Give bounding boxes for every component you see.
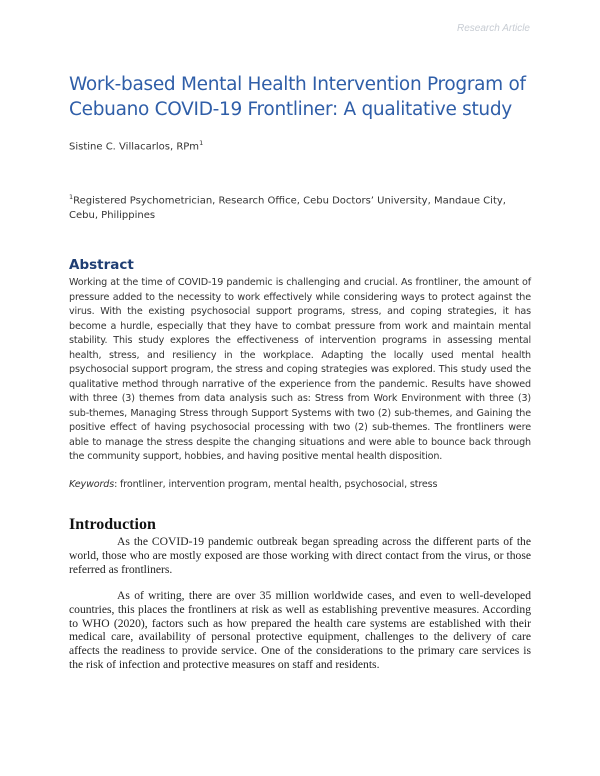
- keywords-line: [69, 479, 531, 490]
- introduction-paragraph-2: As of writing, there are over 35 million worldwide cases, and even to well-developed countries, this places the frontliners at risk as well as establishing preventive measures. According to WHO (2020), factors such as how prepared the health care systems are established with their medical care, availability of personal protective equipment, challenges to the delivery of care affects the readiness to provide service. One of the considerations to the primary care services is the risk of infection and protective measures on staff and residents.: [69, 589, 531, 671]
- author-name: Sistine C. Villacarlos, RPm: [69, 141, 200, 153]
- introduction-paragraph-1: As the COVID-19 pandemic outbreak began spreading across the different parts of the world, those who are mostly exposed are those working with direct contact from the virus, or those referred as frontliners.: [69, 535, 531, 576]
- affiliation: [69, 190, 531, 223]
- abstract-heading: Abstract: [69, 257, 134, 273]
- article-type-label: Research Article: [457, 23, 530, 34]
- author-affiliation-marker: 1: [199, 139, 204, 147]
- keywords-list: : frontliner, intervention program, mental health, psychosocial, stress: [114, 479, 438, 490]
- introduction-heading: Introduction: [69, 516, 156, 533]
- author-line: [69, 139, 203, 152]
- paper-title: Work-based Mental Health Intervention Program of Cebuano COVID-19 Frontliner: A qualitative study: [69, 74, 526, 120]
- abstract-body: Working at the time of COVID-19 pandemic is challenging and crucial. As frontliner, the amount of pressure added to the necessity to work effectively while considering ways to protect against the virus. With the existing psychosocial support programs, stress, and coping strategies, it has become a hurdle, especially that they have to combat pressure from work and maintain mental stability. This study explores the effectiveness of intervention programs in assessing mental health, stress, and resiliency in the workplace. Adapting the locally used mental health psychosocial support program, the stress and coping strategies was explored. This study used the qualitative method through narrative of the experience from the pandemic. Results have showed with three (3) themes from data analysis such as: Stress from Work Environment with three (3) sub-themes, Managing Stress through Support Systems with two (2) sub-themes, and Gaining the positive effect of having psychosocial processing with two (2) sub-themes. The frontliners were able to manage the stress despite the changing situations and were able to bounce back through the community support, hobbies, and having positive mental health disposition.: [69, 277, 531, 462]
- affiliation-text: Registered Psychometrician, Research Office, Cebu Doctors’ University, Mandaue City, Cebu, Philippines: [69, 195, 506, 222]
- keywords-label: Keywords: [69, 479, 115, 490]
- affiliation-marker: 1: [69, 193, 74, 201]
